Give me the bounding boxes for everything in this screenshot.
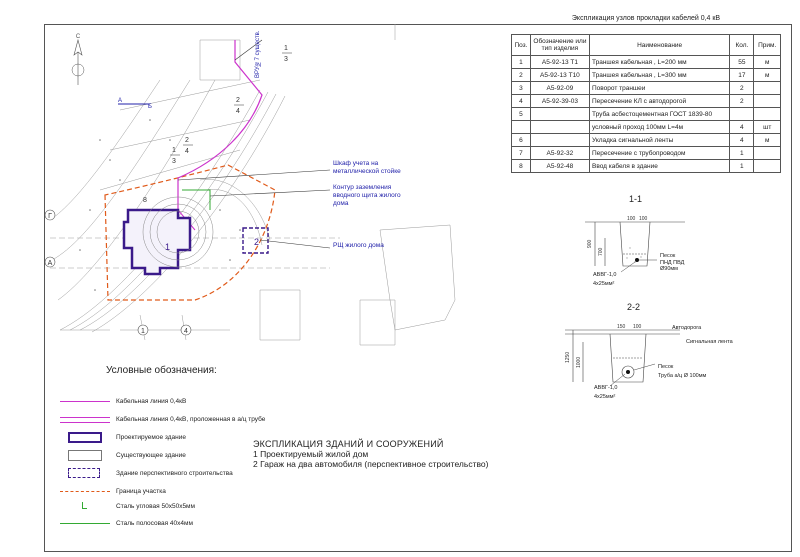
table-cell-qty: 55	[730, 56, 754, 69]
table-cell-pos: 1	[512, 56, 531, 69]
frac-2-num: 2	[236, 97, 240, 104]
table-cell-code	[530, 134, 589, 147]
table-cell-pos: 2	[512, 69, 531, 82]
vru-label: ВРУ№7 существ.	[255, 30, 261, 78]
table-cell-note	[754, 95, 781, 108]
frac-1-den: 3	[284, 56, 288, 63]
legend-label: Кабельная линия 0,4кВ	[116, 397, 187, 405]
table-cell-name: условный проход 100мм L=4м	[589, 121, 729, 134]
table-cell-code: А5-92-13 Т10	[530, 69, 589, 82]
table-cell-name: Траншея кабельная , L=200 мм	[589, 56, 729, 69]
sec1-dim-700: 700	[598, 247, 604, 256]
table-cell-qty: 4	[730, 134, 754, 147]
table-cell-qty: 1	[730, 147, 754, 160]
table-cell-note: шт	[754, 121, 781, 134]
table-row	[512, 69, 781, 82]
sec2-sand-label: Песок	[658, 364, 674, 370]
legend-strip-steel-icon	[60, 517, 110, 529]
table-cell-name: Ввод кабеля в здание	[589, 160, 729, 173]
table-cell-pos	[512, 121, 531, 134]
sec2-pipe-label: Труба а/ц Ø 100мм	[658, 373, 707, 379]
legend-item	[60, 449, 186, 461]
callout-leaders	[178, 40, 330, 248]
marker-8: 8	[143, 197, 147, 204]
legend-boundary-icon	[60, 485, 110, 497]
table-cell-note	[754, 147, 781, 160]
legend-projected-building-icon	[60, 431, 110, 443]
sec2-cable-size: 4х25мм²	[594, 394, 616, 400]
axis-label-1: 1	[141, 328, 145, 335]
table-header-code: Обозначение или тип изделия	[530, 35, 589, 56]
table-cell-pos: 6	[512, 134, 531, 147]
legend-item	[60, 467, 233, 479]
legend-item	[60, 485, 166, 497]
legend-title: Условные обозначения:	[106, 365, 217, 376]
table-cell-qty	[730, 108, 754, 121]
legend-existing-building-icon	[60, 449, 110, 461]
sec2-road-label: Автодорога	[672, 325, 702, 331]
table-cell-name: Поворот траншеи	[589, 82, 729, 95]
table-cell-name: Пересечение КЛ с автодорогой	[589, 95, 729, 108]
table-cell-name: Траншея кабельная , L=300 мм	[589, 69, 729, 82]
explication-table	[511, 34, 781, 173]
legend-item	[60, 395, 186, 407]
table-cell-note	[754, 108, 781, 121]
buildings-explication	[253, 439, 493, 469]
table-cell-name: Укладка сигнальной ленты	[589, 134, 729, 147]
frac-2-den: 4	[236, 108, 240, 115]
table-cell-pos: 3	[512, 82, 531, 95]
legend-label: Здание перспективного строительства	[116, 469, 233, 477]
table-cell-code: А5-92-09	[530, 82, 589, 95]
explication-item-1: 1 Проектируемый жилой дом	[253, 449, 369, 459]
section-1-drawing	[565, 208, 715, 298]
legend-label: Сталь полосовая 40х4мм	[116, 519, 193, 527]
legend-item	[60, 517, 193, 529]
explication-title: ЭКСПЛИКАЦИЯ ЗДАНИЙ И СООРУЖЕНИЙ	[253, 439, 444, 449]
sec2-dim-1000: 1000	[576, 356, 582, 368]
sec1-cable-label: АВВГ-1,0	[593, 272, 617, 278]
table-header-name: Наименование	[589, 35, 729, 56]
table-row	[512, 95, 781, 108]
table-cell-qty: 2	[730, 95, 754, 108]
legend-label: Кабельная линия 0,4кВ, проложенная в а/ц трубе	[116, 415, 266, 423]
table-cell-code: А5-92-48	[530, 160, 589, 173]
frac-3-den: 3	[172, 158, 176, 165]
sec2-dim-150: 150	[617, 324, 626, 330]
table-cell-code	[530, 108, 589, 121]
callout-ground: Контур заземления вводного щита жилого дома	[333, 184, 401, 207]
callout-rsch: РЩ жилого дома	[333, 242, 384, 249]
legend-angle-steel-icon	[60, 500, 110, 512]
table-cell-note: м	[754, 69, 781, 82]
sec2-cable-label: АВВГ-1,0	[594, 385, 618, 391]
table-cell-note	[754, 82, 781, 95]
table-cell-note: м	[754, 134, 781, 147]
north-arrow	[72, 40, 84, 85]
table-row	[512, 108, 781, 121]
section-2-drawing	[545, 318, 695, 408]
sec2-dim-1250: 1250	[565, 351, 571, 363]
table-header-note: Прим.	[754, 35, 781, 56]
table-cell-name: Пересечение с трубопроводом	[589, 147, 729, 160]
axis-label-a: А	[47, 260, 53, 267]
legend-label: Сталь угловая 50х50х5мм	[116, 502, 195, 510]
table-row	[512, 82, 781, 95]
legend-cable-line-icon	[60, 395, 110, 407]
table-cell-pos: 5	[512, 108, 531, 121]
frac-1-num: 1	[284, 45, 288, 52]
table-row	[512, 147, 781, 160]
table-row	[512, 134, 781, 147]
table-header-qty: Кол.	[730, 35, 754, 56]
frac-4-num: 2	[185, 137, 189, 144]
table-cell-code: А5-92-13 Т1	[530, 56, 589, 69]
table-cell-pos: 8	[512, 160, 531, 173]
callout-cabinet: Шкаф учета на металлической стойке	[333, 160, 401, 175]
legend-item	[60, 413, 265, 425]
legend-cable-pipe-icon	[60, 413, 110, 425]
sec2-dim-100: 100	[633, 324, 642, 330]
legend-future-building-icon	[60, 467, 110, 479]
sec2-tape-label: Сигнальная лента	[686, 339, 733, 345]
legend-label: Граница участка	[116, 487, 166, 495]
section-2-title: 2-2	[627, 302, 641, 312]
table-cell-note	[754, 160, 781, 173]
table-cell-qty: 2	[730, 82, 754, 95]
legend-item	[60, 431, 186, 443]
table-cell-qty: 17	[730, 69, 754, 82]
legend-label: Проектируемое здание	[116, 433, 186, 441]
axis-label-4: 4	[184, 328, 188, 335]
table-cell-note: м	[754, 56, 781, 69]
explication-item-2: 2 Гараж на два автомобиля (перспективное строительство)	[253, 459, 489, 469]
table-cell-qty: 4	[730, 121, 754, 134]
table-cell-name: Труба асбестоцементная ГОСТ 1839-80	[589, 108, 729, 121]
table-row	[512, 121, 781, 134]
axis-label-g: Г	[48, 213, 52, 220]
north-label: С	[75, 34, 81, 40]
table-cell-qty: 1	[730, 160, 754, 173]
sec1-cable-size: 4х25мм²	[593, 281, 615, 287]
table-title: Экспликация узлов прокладки кабелей 0,4 кВ	[571, 15, 721, 22]
legend-item	[60, 500, 195, 512]
cut-label-left: А	[118, 98, 123, 104]
table-cell-pos: 7	[512, 147, 531, 160]
building-1-label: 1	[165, 242, 171, 252]
table-cell-code	[530, 121, 589, 134]
table-row	[512, 56, 781, 69]
sec1-dim-100a: 100	[627, 216, 636, 222]
table-cell-code: А5-92-32	[530, 147, 589, 160]
sec1-dim-100b: 100	[639, 216, 648, 222]
sec1-dim-900: 900	[587, 239, 593, 248]
section-1-title: 1-1	[629, 194, 643, 204]
projected-building-1	[124, 210, 190, 274]
table-header-row	[512, 35, 781, 56]
frac-3-num: 1	[172, 147, 176, 154]
building-2-label: 2	[254, 237, 260, 247]
frac-4-den: 4	[185, 148, 189, 155]
table-row	[512, 160, 781, 173]
legend-label: Существующее здание	[116, 451, 186, 459]
cut-label-right: Б	[148, 104, 152, 110]
sec1-sand-label: Песок	[660, 253, 676, 259]
sec1-pipe-label: ПНД ПВД Ø90мм	[660, 260, 685, 272]
table-cell-code: А5-92-39-03	[530, 95, 589, 108]
table-cell-pos: 4	[512, 95, 531, 108]
table-header-pos: Поз.	[512, 35, 531, 56]
